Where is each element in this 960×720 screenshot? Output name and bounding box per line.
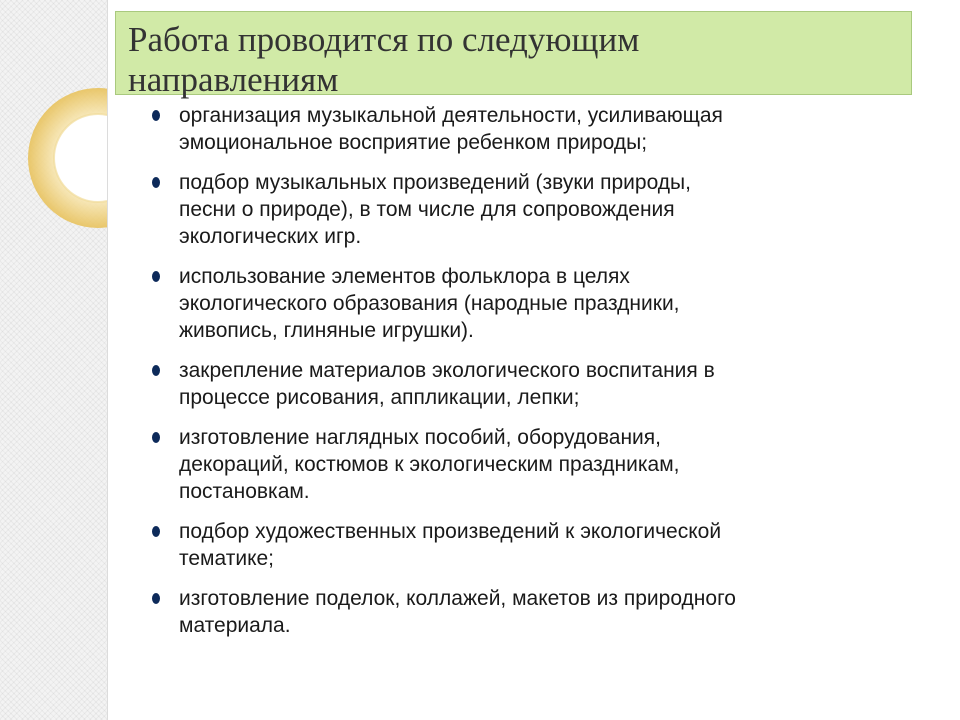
bullet-dot-icon: [152, 432, 160, 443]
bullet-dot-icon: [152, 110, 160, 121]
list-item: [152, 518, 942, 572]
list-item-text: изготовление наглядных пособий, оборудования, декораций, костюмов к экологическим праздникам, постановкам.: [179, 426, 680, 503]
bullet-dot-icon: [152, 271, 160, 282]
bullet-dot-icon: [152, 593, 160, 604]
list-item-text: изготовление поделок, коллажей, макетов из природного материала.: [179, 587, 736, 637]
list-item-text: закрепление материалов экологического воспитания в процессе рисования, аппликации, лепки;: [179, 359, 715, 409]
list-item-text: организация музыкальной деятельности, усиливающая эмоциональное восприятие ребенком природы;: [179, 104, 723, 154]
list-item: [152, 357, 942, 411]
list-item: [152, 102, 942, 156]
bullet-dot-icon: [152, 177, 160, 188]
ring-decoration-icon: [0, 86, 107, 236]
list-item: [152, 585, 942, 639]
list-item-text: использование элементов фольклора в целях экологического образования (народные праздники, живопись, глиняные игрушки).: [179, 265, 680, 342]
directions-list: [152, 102, 942, 652]
bullet-dot-icon: [152, 526, 160, 537]
list-item: [152, 424, 942, 505]
slide-title: Работа проводится по следующим направлениям: [128, 20, 640, 99]
list-item: [152, 263, 942, 344]
bullet-dot-icon: [152, 365, 160, 376]
list-item-text: подбор музыкальных произведений (звуки природы, песни о природе), в том числе для сопровождения экологических игр.: [179, 171, 691, 248]
title-banner: [115, 11, 912, 99]
list-item: [152, 169, 942, 250]
list-item-text: подбор художественных произведений к экологической тематике;: [179, 520, 722, 570]
decorative-side-strip: [0, 0, 108, 720]
